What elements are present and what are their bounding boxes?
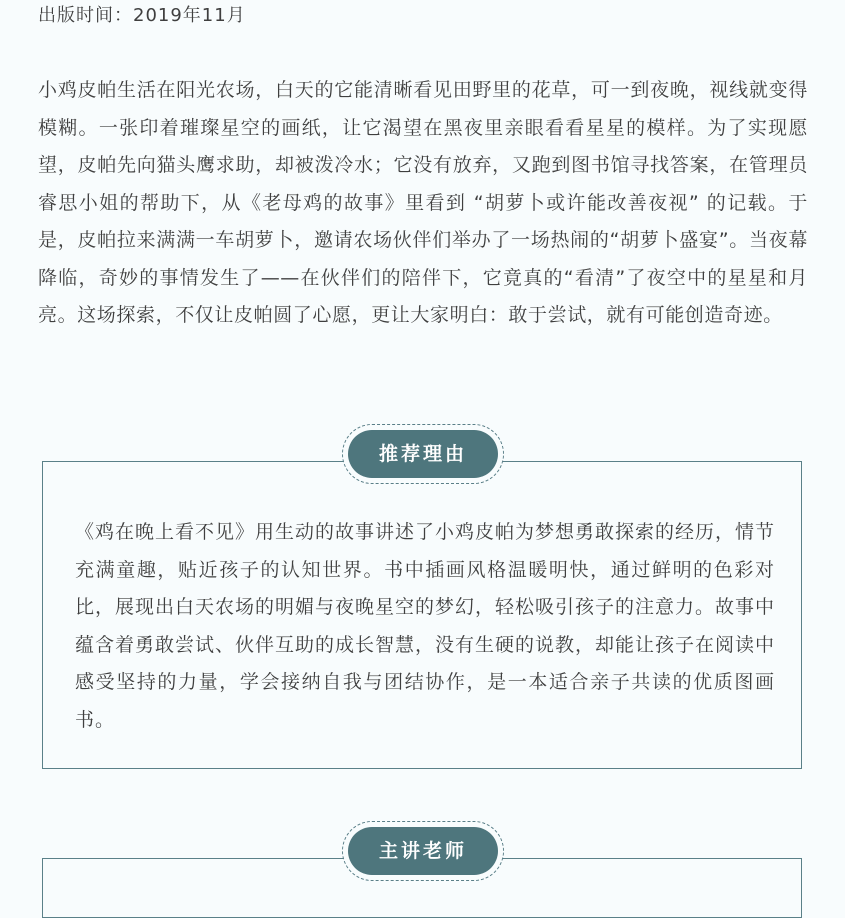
recommendation-heading: 推荐理由 [348,430,498,478]
publish-date: 出版时间：2019年11月 [38,5,246,26]
teacher-heading-badge [342,821,504,881]
recommendation-text: 《鸡在晚上看不见》用生动的故事讲述了小鸡皮帕为梦想勇敢探索的经历，情节充满童趣，贴近孩子的认知世界。书中插画风格温暖明快，通过鲜明的色彩对比，展现出白天农场的明媚与夜晚星空的梦幻，轻松吸引孩子的注意力。故事中蕴含着勇敢尝试、伙伴互助的成长智慧，没有生硬的说教，却能让孩子在阅读中感受坚持的力量，学会接纳自我与团结协作，是一本适合亲子共读的优质图画书。 [75,521,776,731]
book-summary: 小鸡皮帕生活在阳光农场，白天的它能清晰看见田野里的花草，可一到夜晚，视线就变得模糊。一张印着璀璨星空的画纸，让它渴望在黑夜里亲眼看看星星的模样。为了实现愿望，皮帕先向猫头鹰求助，却被泼冷水；它没有放弃，又跑到图书馆寻找答案，在管理员睿思小姐的帮助下，从《老母鸡的故事》里看到 “胡萝卜或许能改善夜视” 的记载。于是，皮帕拉来满满一车胡萝卜，邀请农场伙伴们举办了一场热闹的“胡萝卜盛宴”。当夜幕降临，奇妙的事情发生了——在伙伴们的陪伴下，它竟真的“看清”了夜空中的星星和月亮。这场探索，不仅让皮帕圆了心愿，更让大家明白：敢于尝试，就有可能创造奇迹。 [38,79,808,326]
recommendation-panel [42,461,802,769]
teacher-heading: 主讲老师 [348,827,498,875]
recommendation-heading-badge [342,424,504,484]
